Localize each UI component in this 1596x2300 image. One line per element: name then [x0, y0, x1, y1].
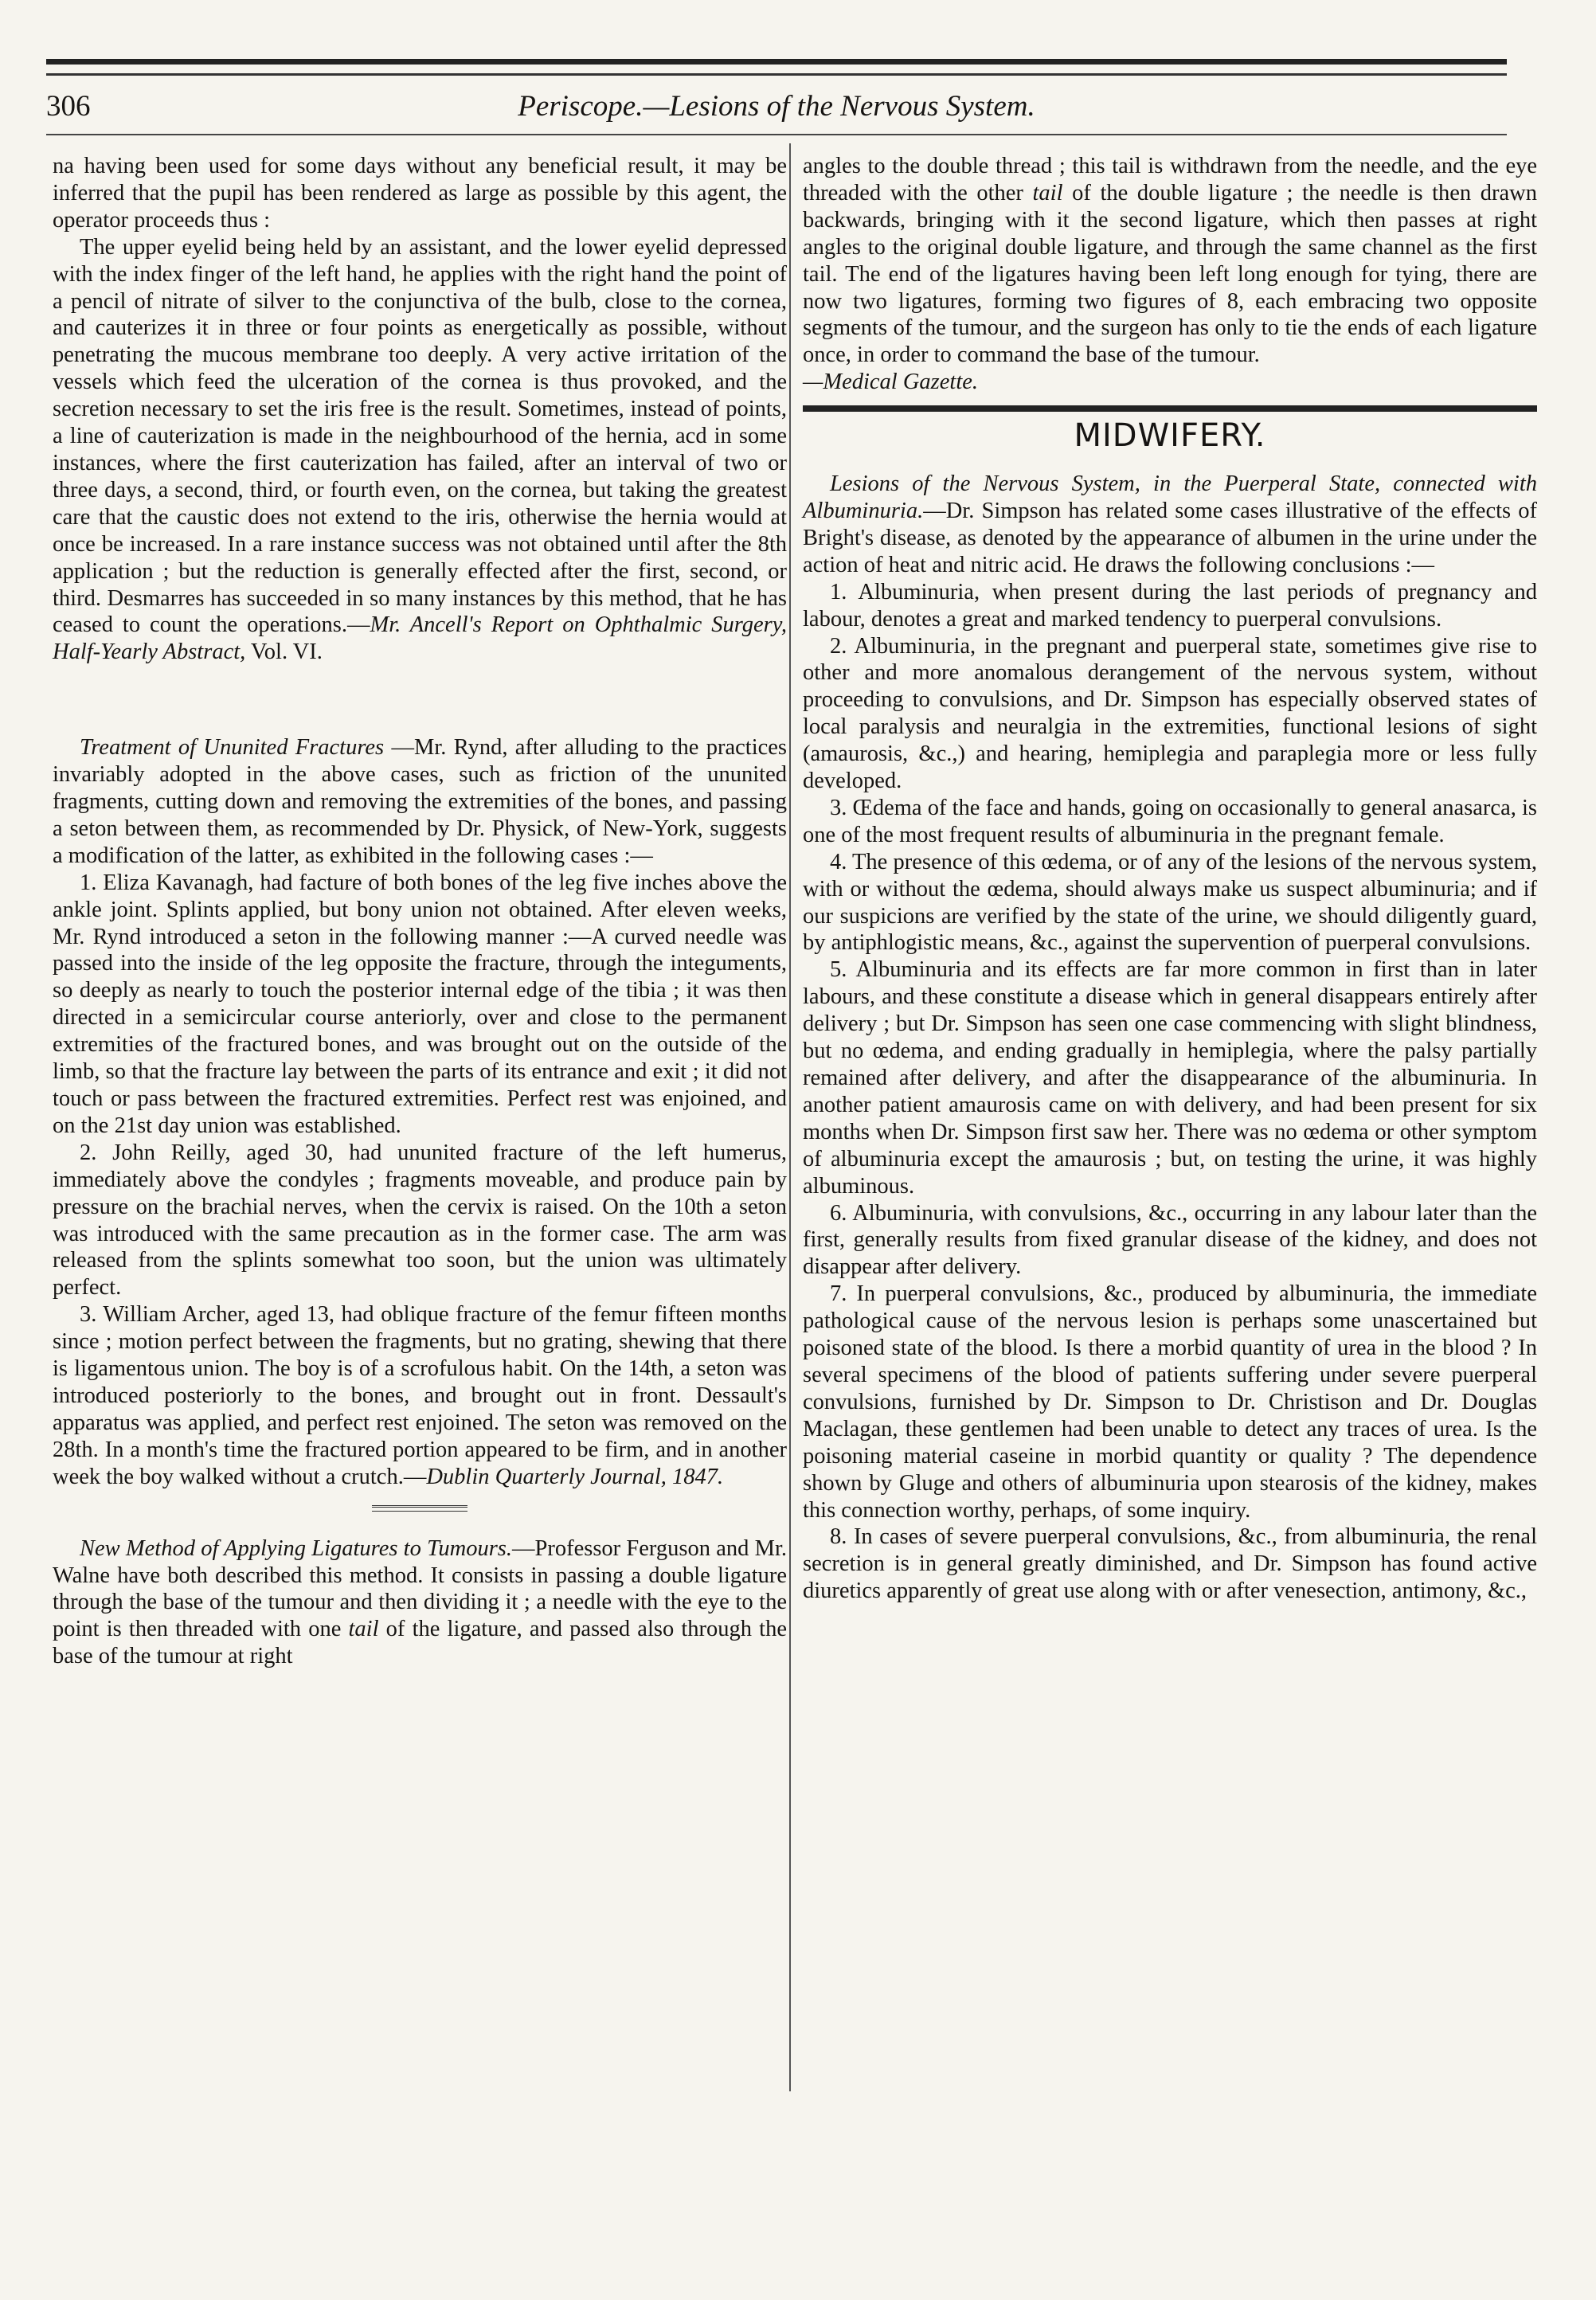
case-paragraph	[53, 1301, 787, 1490]
article-paragraph	[53, 1535, 787, 1671]
page-header	[46, 89, 1507, 129]
citation: Mr. Ancell's Report on Ophthalmic Surgery, Half-Yearly Abstract,	[53, 612, 787, 665]
header-rule	[46, 134, 1507, 135]
paragraph-text: —Dr. Simpson has related some cases illustrative of the effects of Bright's disease, as denoted by the appearance of albumen in the urine under the action of heat and nitric acid. He draws the following conclusions :—	[803, 498, 1537, 577]
case-paragraph: 2. John Reilly, aged 30, had ununited fracture of the left humerus, immediately above the condyles ; fragments moveable, and produce pain by pressure on the brachial nerves, when the cervix is raised. On the 10th a seton was introduced with the same precaution as in the former case. The arm was released from the splints somewhat too soon, but the union was ultimately perfect.	[53, 1140, 787, 1301]
citation: Dublin Quarterly Journal, 1847.	[426, 1464, 724, 1489]
article-title: New Method of Applying Ligatures to Tumours.	[80, 1535, 513, 1561]
paragraph-text: —Professor Ferguson and Mr. Walne have both described this method. It consists in passing a double ligature through the base of the tumour and then dividing it ; a needle with the eye to the point is then threaded with one	[53, 1535, 787, 1642]
paragraph-text: of the double ligature ; the needle is then drawn backwards, bringing with it the second ligature, which then passes at right angles to the original double ligature, and through the same channel as the first tail. The end of the ligatures having been left long enough for tying, there are now two ligatures, forming two figures of 8, each embracing two opposite segments of the tumour, and the surgeon has only to tie the ends of each ligature once, in order to command the base of the tumour.	[803, 180, 1537, 368]
section-title: MIDWIFERY.	[1074, 417, 1266, 455]
paragraph: na having been used for some days without any beneficial result, it may be inferred that the pupil has been rendered as large as possible by this agent, the operator proceeds thus :	[53, 154, 787, 233]
paragraph-text: The upper eyelid being held by an assistant, and the lower eyelid depressed with the index finger of the left hand, he applies with the right hand the point of a pencil of nitrate of silver to the conjunctiva of the bulb, close to the cornea, and cauterizes it in three or four points as energetically as possible, without penetrating the mucous membrane too deeply. A very active irritation of the vessels which feed the ulceration of the cornea is thus provoked, and the secretion necessary to set the iris free is the result. Sometimes, instead of points, a line of cauterization is made in the neighbourhood of the hernia, acd in some instances, where the first cauterization has failed, after an interval of two or three days, a second, third, or fourth even, on the cornea, but taking the greatest care that the caustic does not extend to the iris, otherwise the hernia would at once be increased. In a rare instance success was not obtained until after the 8th application ; but the reduction is generally effected after the first, second, or third. Desmarres has succeeded in so many instances by this method, that he has ceased to count the operations.—	[53, 234, 787, 638]
separator-rule	[372, 1505, 467, 1512]
article-paragraph	[53, 734, 787, 870]
emphasis: tail	[348, 1617, 379, 1642]
article-paragraph	[803, 471, 1537, 579]
page-number: 306	[46, 90, 91, 123]
top-rule	[46, 59, 1507, 65]
paragraph-text: of the ligature, and passed also through the base of the tumour at right	[53, 1617, 787, 1669]
article-title: Treatment of Ununited Fractures	[80, 735, 385, 761]
spacer	[53, 666, 787, 734]
citation: —Medical Gazette.	[803, 370, 979, 395]
column-divider	[789, 143, 791, 2091]
paragraph-text: 3. William Archer, aged 13, had oblique fracture of the femur fifteen months since ; motion perfect between the fragments, but no grating, shewing that there is ligamentous union. The boy is of a scrofulous habit. On the 14th, a seton was introduced posteriorly to the bones, and brought out in front. Dessault's apparatus was applied, and perfect rest enjoined. The seton was removed on the 28th. In a month's time the fractured portion appeared to be firm, and in another week the boy walked without a crutch.—	[53, 1302, 787, 1489]
article-title: Lesions of the Nervous System, in the Puerperal State, connected with Albuminuria.	[803, 471, 1537, 523]
left-column	[53, 153, 787, 1670]
top-rule-thin	[46, 73, 1507, 76]
paragraph-text: angles to the double thread ; this tail is withdrawn from the needle, and the eye threaded with the other	[803, 154, 1537, 205]
paragraph	[803, 153, 1537, 396]
conclusion-item: 2. Albuminuria, in the pregnant and puerperal state, sometimes give rise to other and more anomalous derangement of the nervous system, without proceeding to convulsions, and Dr. Simpson has especially observed states of local paralysis and neuralgia in the extremities, functional lesions of sight (amaurosis, &c.,) and hearing, hemiplegia and paraplegia more or less fully developed.	[803, 633, 1537, 794]
paragraph-text: —Mr. Rynd, after alluding to the practices invariably adopted in the above cases, such as friction of the ununited fragments, cutting down and removing the extremities of the bones, and passing a seton between them, as recommended by Dr. Physick, of New-York, suggests a modification of the latter, as exhibited in the following cases :—	[53, 735, 788, 868]
conclusion-item: 5. Albuminuria and its effects are far more common in first than in later labours, and these constitute a disease which in general disappears entirely after delivery ; but Dr. Simpson has seen one case commencing with slight blindness, but no œdema, and ending gradually in hemiplegia, where the palsy partially remained after delivery, and after the disappearance of the albuminuria. In another patient amaurosis came on with delivery, and had been present for six months when Dr. Simpson first saw her. There was no œdema or other symptom of albuminuria except the amaurosis ; but, on testing the urine, it was highly albuminous.	[803, 957, 1537, 1199]
right-column	[803, 153, 1537, 1605]
running-head: Periscope.—Lesions of the Nervous System.	[518, 90, 1035, 123]
conclusion-item: 3. Œdema of the face and hands, going on occasionally to general anasarca, is one of the most frequent results of albuminuria in the pregnant female.	[803, 795, 1537, 847]
conclusion-item: 1. Albuminuria, when present during the last periods of pregnancy and labour, denotes a great and marked tendency to puerperal convulsions.	[803, 579, 1537, 632]
conclusion-item: 8. In cases of severe puerperal convulsions, &c., from albuminuria, the renal secretion is in general greatly diminished, and Dr. Simpson has found active diuretics apparently of great use along with or after venesection, antimony, &c.,	[803, 1524, 1537, 1604]
section-rule	[803, 405, 1537, 412]
citation-volume: Vol. VI.	[245, 640, 323, 665]
paragraph	[53, 234, 787, 667]
emphasis: tail	[1032, 180, 1063, 205]
case-paragraph: 1. Eliza Kavanagh, had facture of both bones of the leg five inches above the ankle joint. Splints applied, but bony union not obtained. After eleven weeks, Mr. Rynd introduced a seton in the following manner :—A curved needle was passed into the inside of the leg opposite the fracture, through the integuments, so deeply as nearly to touch the posterior internal edge of the tibia ; it was then directed in a semicircular course anteriorly, over and close to the permanent extremities of the fractured bones, and was brought out on the outside of the limb, so that the fracture lay between the parts of its entrance and exit ; it did not touch or pass between the fractured extremities. Perfect rest was enjoined, and on the 21st day union was established.	[53, 870, 787, 1138]
conclusion-item: 6. Albuminuria, with convulsions, &c., occurring in any labour later than the first, generally results from fixed granular disease of the kidney, and does not disappear after delivery.	[803, 1200, 1537, 1280]
conclusion-item: 4. The presence of this œdema, or of any of the lesions of the nervous system, with or without the œdema, should always make us suspect albuminuria; and if our suspicions are verified by the state of the urine, we should diligently guard, by antiphlogistic means, &c., against the supervention of puerperal convulsions.	[803, 849, 1537, 956]
conclusion-item: 7. In puerperal convulsions, &c., produced by albuminuria, the immediate pathological cause of the nervous lesion is perhaps some unascertained but poisoned state of the blood. Is there a morbid quantity of urea in the blood ? In several specimens of the blood of patients suffering under severe puerperal convulsions, furnished by Dr. Simpson to Dr. Christison and Dr. Douglas Maclagan, these gentlemen had been unable to detect any traces of urea. Is the poisoning material caseine in morbid quantity or quality ? The dependence shown by Gluge and others of albuminuria upon stearosis of the kidney, makes this connection worthy, perhaps, of some inquiry.	[803, 1281, 1537, 1523]
